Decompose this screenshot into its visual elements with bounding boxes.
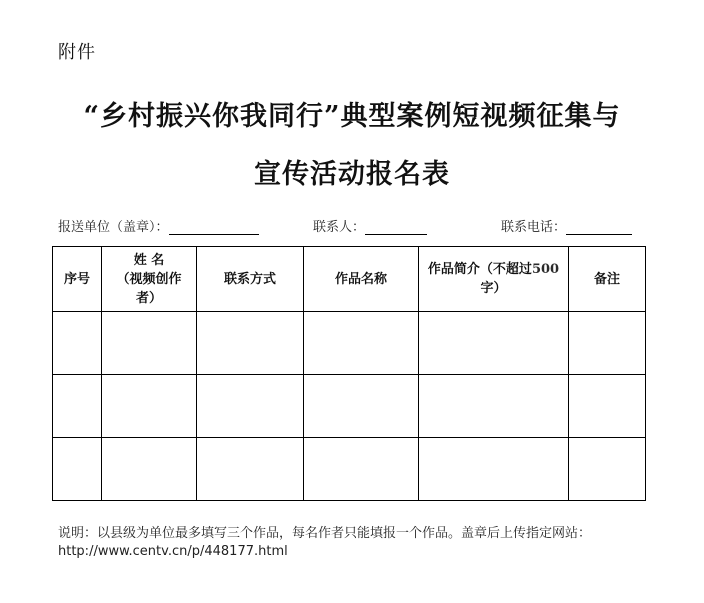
cell-remark[interactable]	[569, 438, 646, 501]
form-title-line-1: “乡村振兴你我同行”典型案例短视频征集与	[83, 101, 621, 132]
header-seq: 序号	[53, 247, 102, 312]
table-header-row	[53, 247, 646, 312]
cell-intro[interactable]	[419, 438, 569, 501]
cell-seq[interactable]	[53, 312, 102, 375]
cell-name[interactable]	[102, 312, 197, 375]
cell-name[interactable]	[102, 375, 197, 438]
upload-url-link[interactable]: http://www.centv.cn/p/448177.html	[58, 544, 288, 559]
cell-work-name[interactable]	[304, 438, 419, 501]
header-remark: 备注	[569, 247, 646, 312]
cell-name[interactable]	[102, 438, 197, 501]
table-row	[53, 438, 646, 501]
cell-remark[interactable]	[569, 312, 646, 375]
header-name	[102, 247, 197, 312]
table-row	[53, 312, 646, 375]
header-intro-limit: 500	[531, 262, 560, 277]
cell-intro[interactable]	[419, 312, 569, 375]
instructions-note: 说明：以县级为单位最多填写三个作品，每名作者只能填报一个作品。盖章后上传指定网站：	[58, 526, 592, 541]
header-name-line-2: （视频创作	[116, 271, 182, 287]
cell-contact-method[interactable]	[197, 375, 304, 438]
header-work-name: 作品名称	[304, 247, 419, 312]
attachment-label: 附件	[58, 42, 96, 63]
unit-blank[interactable]	[169, 220, 259, 235]
contact-field	[313, 216, 427, 235]
form-title-line-2: 宣传活动报名表	[254, 159, 450, 190]
submission-info-row	[58, 216, 648, 236]
header-name-line-3: 者）	[135, 290, 162, 306]
registration-table	[52, 246, 646, 501]
table-row	[53, 375, 646, 438]
cell-contact-method[interactable]	[197, 312, 304, 375]
phone-blank[interactable]	[566, 220, 632, 235]
cell-remark[interactable]	[569, 375, 646, 438]
cell-seq[interactable]	[53, 438, 102, 501]
cell-contact-method[interactable]	[197, 438, 304, 501]
contact-blank[interactable]	[365, 220, 427, 235]
header-intro-line-2: 字）	[480, 281, 507, 296]
cell-work-name[interactable]	[304, 375, 419, 438]
header-name-line-1: 姓 名	[133, 252, 165, 268]
cell-intro[interactable]	[419, 375, 569, 438]
cell-work-name[interactable]	[304, 312, 419, 375]
unit-field	[58, 216, 259, 235]
phone-label: 联系电话：	[501, 220, 567, 235]
phone-field	[501, 216, 632, 235]
header-intro-line-1	[419, 260, 568, 279]
contact-label: 联系人：	[313, 220, 366, 235]
header-contact-method: 联系方式	[197, 247, 304, 312]
header-intro-prefix: 作品简介（不超过	[427, 262, 532, 277]
header-intro	[419, 247, 569, 312]
cell-seq[interactable]	[53, 375, 102, 438]
unit-label: 报送单位（盖章）：	[58, 220, 169, 235]
